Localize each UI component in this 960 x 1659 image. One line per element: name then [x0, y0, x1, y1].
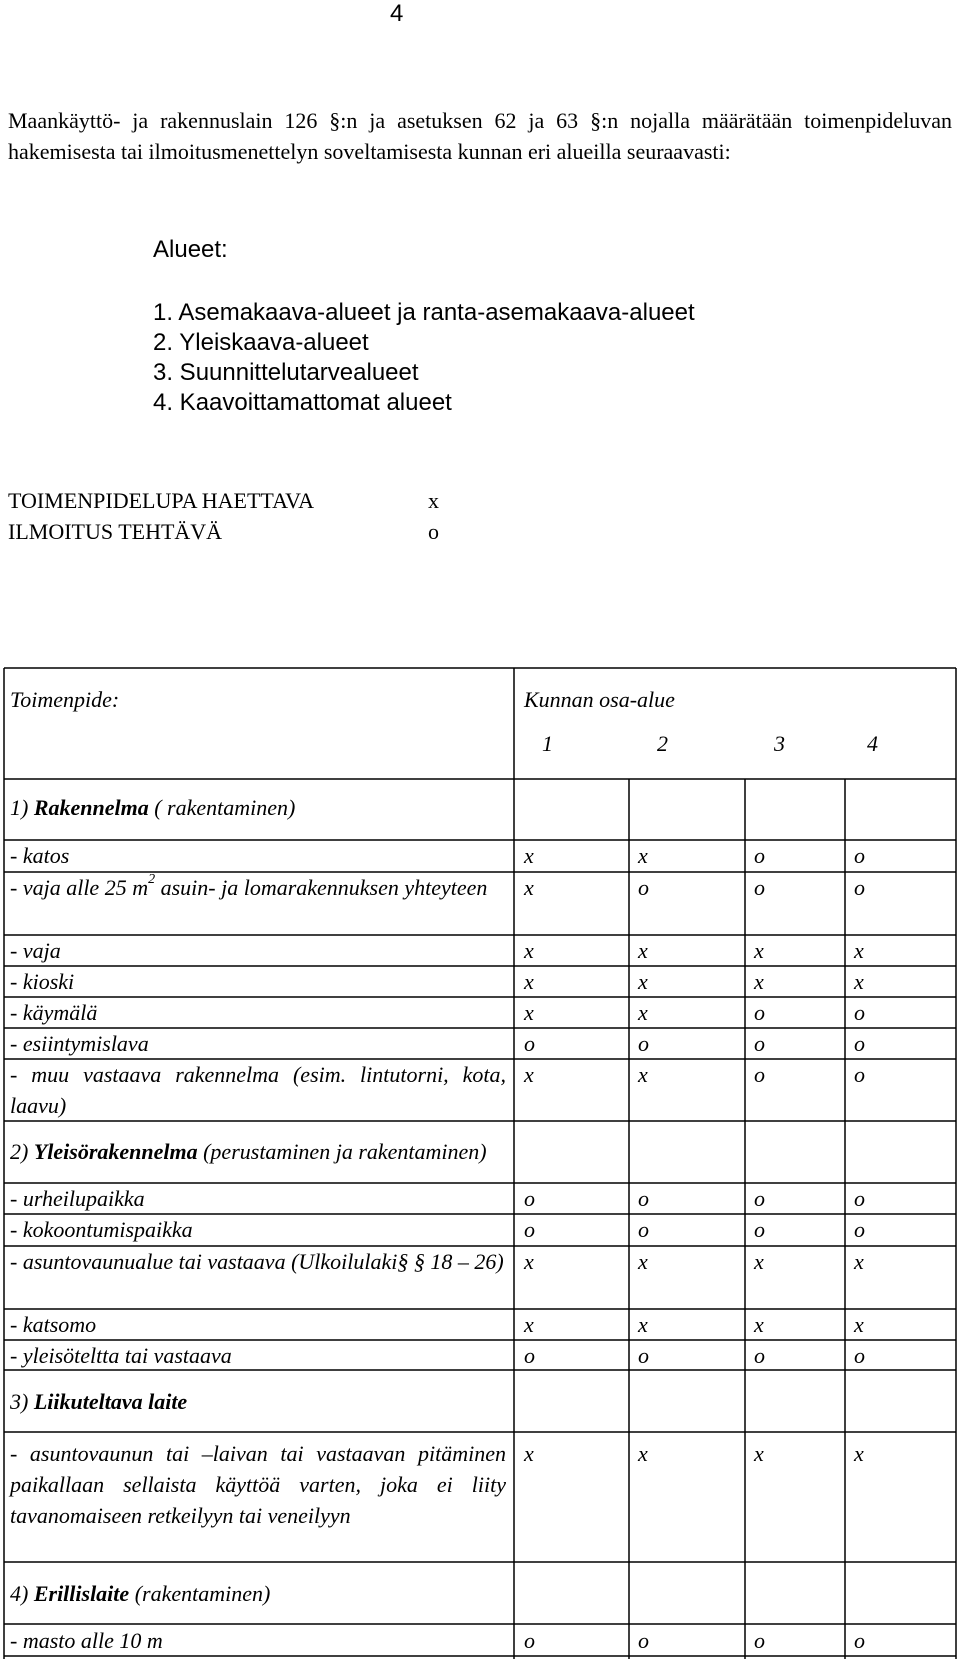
table-cell: x: [854, 969, 864, 994]
table-cell: x: [754, 1249, 764, 1274]
section-heading-4: 4) Erillislaite (rakentaminen): [10, 1581, 271, 1606]
table-cell: x: [638, 1249, 648, 1274]
section-heading-3: 3) Liikuteltava laite: [10, 1389, 188, 1414]
header-toimenpide: Toimenpide:: [10, 687, 120, 712]
table-cell: x: [524, 1062, 534, 1087]
table-cell: x: [754, 938, 764, 963]
header-column-4: 4: [867, 731, 878, 756]
table-cell: o: [754, 1186, 765, 1211]
table-cell: o: [854, 1217, 865, 1242]
intro-paragraph: Maankäyttö- ja rakennuslain 126 §:n ja asetuksen 62 ja 63 §:n nojalla määrätään toimenpideluvan hakemisesta tai ilmoitusmenettelyn soveltamisesta kunnan eri alueilla seuraavasti:: [8, 108, 952, 164]
table-cell: o: [524, 1628, 535, 1653]
table-row-label: - kokoontumispaikka: [10, 1217, 193, 1242]
table-cell: x: [638, 843, 648, 868]
table-cell: o: [754, 875, 765, 900]
table-row-label: - katsomo: [10, 1312, 97, 1337]
legend-row: [8, 516, 439, 547]
table-cell: x: [854, 938, 864, 963]
table-cell: x: [524, 938, 534, 963]
table-cell: o: [638, 1628, 649, 1653]
table-cell: o: [854, 1343, 865, 1368]
table-cell: x: [754, 969, 764, 994]
table-cell: x: [854, 1441, 864, 1466]
table-cell: o: [754, 1000, 765, 1025]
area-item: 3. Suunnittelutarvealueet: [153, 359, 419, 386]
table-cell: x: [524, 1312, 534, 1337]
areas-title: Alueet:: [153, 236, 228, 263]
table-cell: x: [638, 1000, 648, 1025]
table-row-label: - vaja alle 25 $m^2$ asuin- ja lomarakennuksen yhteyteen: [10, 871, 488, 900]
table-cell: o: [854, 1062, 865, 1087]
table-cell: o: [854, 875, 865, 900]
table-cell: x: [754, 1312, 764, 1337]
table-cell: x: [638, 938, 648, 963]
legend-row: [8, 485, 439, 516]
table-cell: o: [754, 1217, 765, 1242]
page-number: 4: [390, 0, 404, 27]
table-cell: o: [854, 1031, 865, 1056]
table-cell: o: [854, 1186, 865, 1211]
table-cell: o: [754, 1343, 765, 1368]
table-row-label: - kioski: [10, 969, 75, 994]
table-row-label: - katos: [10, 843, 70, 868]
header-column-1: 1: [542, 731, 553, 756]
area-item: 4. Kaavoittamattomat alueet: [153, 389, 452, 416]
table-cell: o: [638, 1217, 649, 1242]
areas-list: [153, 298, 695, 418]
table-cell: x: [754, 1441, 764, 1466]
section-heading-1: 1) Rakennelma ( rakentaminen): [10, 795, 296, 820]
table-cell: x: [638, 969, 648, 994]
table-cell: x: [524, 1441, 534, 1466]
legend-symbol: o: [428, 519, 439, 544]
table-cell: o: [524, 1031, 535, 1056]
table-cell: x: [524, 969, 534, 994]
table-cell: x: [638, 1441, 648, 1466]
table-cell: o: [754, 1628, 765, 1653]
table-cell: x: [638, 1312, 648, 1337]
table-row-label: - masto alle 10 m: [10, 1628, 163, 1653]
table-cell: o: [638, 1186, 649, 1211]
table-cell: o: [638, 1343, 649, 1368]
table-cell: x: [638, 1062, 648, 1087]
legend-symbol: x: [428, 488, 439, 513]
table-cell: x: [524, 875, 534, 900]
table-cell: o: [854, 1628, 865, 1653]
table-row-label: - esiintymislava: [10, 1031, 149, 1056]
table-cell: x: [524, 1000, 534, 1025]
table-cell: o: [524, 1343, 535, 1368]
header-kunnan-osa-alue: Kunnan osa-alue: [524, 687, 675, 712]
table-cell: x: [524, 1249, 534, 1274]
table-cell: o: [524, 1217, 535, 1242]
legend: [8, 485, 439, 547]
area-item: 1. Asemakaava-alueet ja ranta-asemakaava-alueet: [153, 299, 695, 326]
header-column-3: 3: [774, 731, 785, 756]
legend-label: ILMOITUS TEHTÄVÄ: [8, 519, 223, 544]
table-row-label: - asuntovaunun tai –laivan tai vastaavan pitäminen paikallaan sellaista käyttöä varten, joka ei liity tavanomaiseen retkeilyyn tai veneilyyn: [10, 1441, 506, 1528]
section-heading-2: 2) Yleisörakennelma (perustaminen ja rakentaminen): [10, 1139, 487, 1164]
table-cell: o: [754, 843, 765, 868]
table-row-label: - vaja: [10, 938, 61, 963]
table-cell: o: [754, 1031, 765, 1056]
header-column-2: 2: [657, 731, 668, 756]
table-cell: o: [854, 1000, 865, 1025]
area-item: 2. Yleiskaava-alueet: [153, 329, 369, 356]
table-row-label: - asuntovaunualue tai vastaava (Ulkoilulaki§ § 18 – 26): [10, 1249, 504, 1274]
table-row-label: - käymälä: [10, 1000, 98, 1025]
table-cell: x: [524, 843, 534, 868]
table-row-label: - yleisöteltta tai vastaava: [10, 1343, 232, 1368]
table-cell: o: [524, 1186, 535, 1211]
table-cell: o: [638, 875, 649, 900]
table-cell: x: [854, 1312, 864, 1337]
table-cell: o: [854, 843, 865, 868]
table-row-label: - muu vastaava rakennelma (esim. lintutorni, kota, laavu): [10, 1062, 506, 1118]
table-cell: o: [754, 1062, 765, 1087]
table-cell: x: [854, 1249, 864, 1274]
table-cell: o: [638, 1031, 649, 1056]
table-row-label: - urheilupaikka: [10, 1186, 145, 1211]
legend-label: TOIMENPIDELUPA HAETTAVA: [8, 488, 315, 513]
